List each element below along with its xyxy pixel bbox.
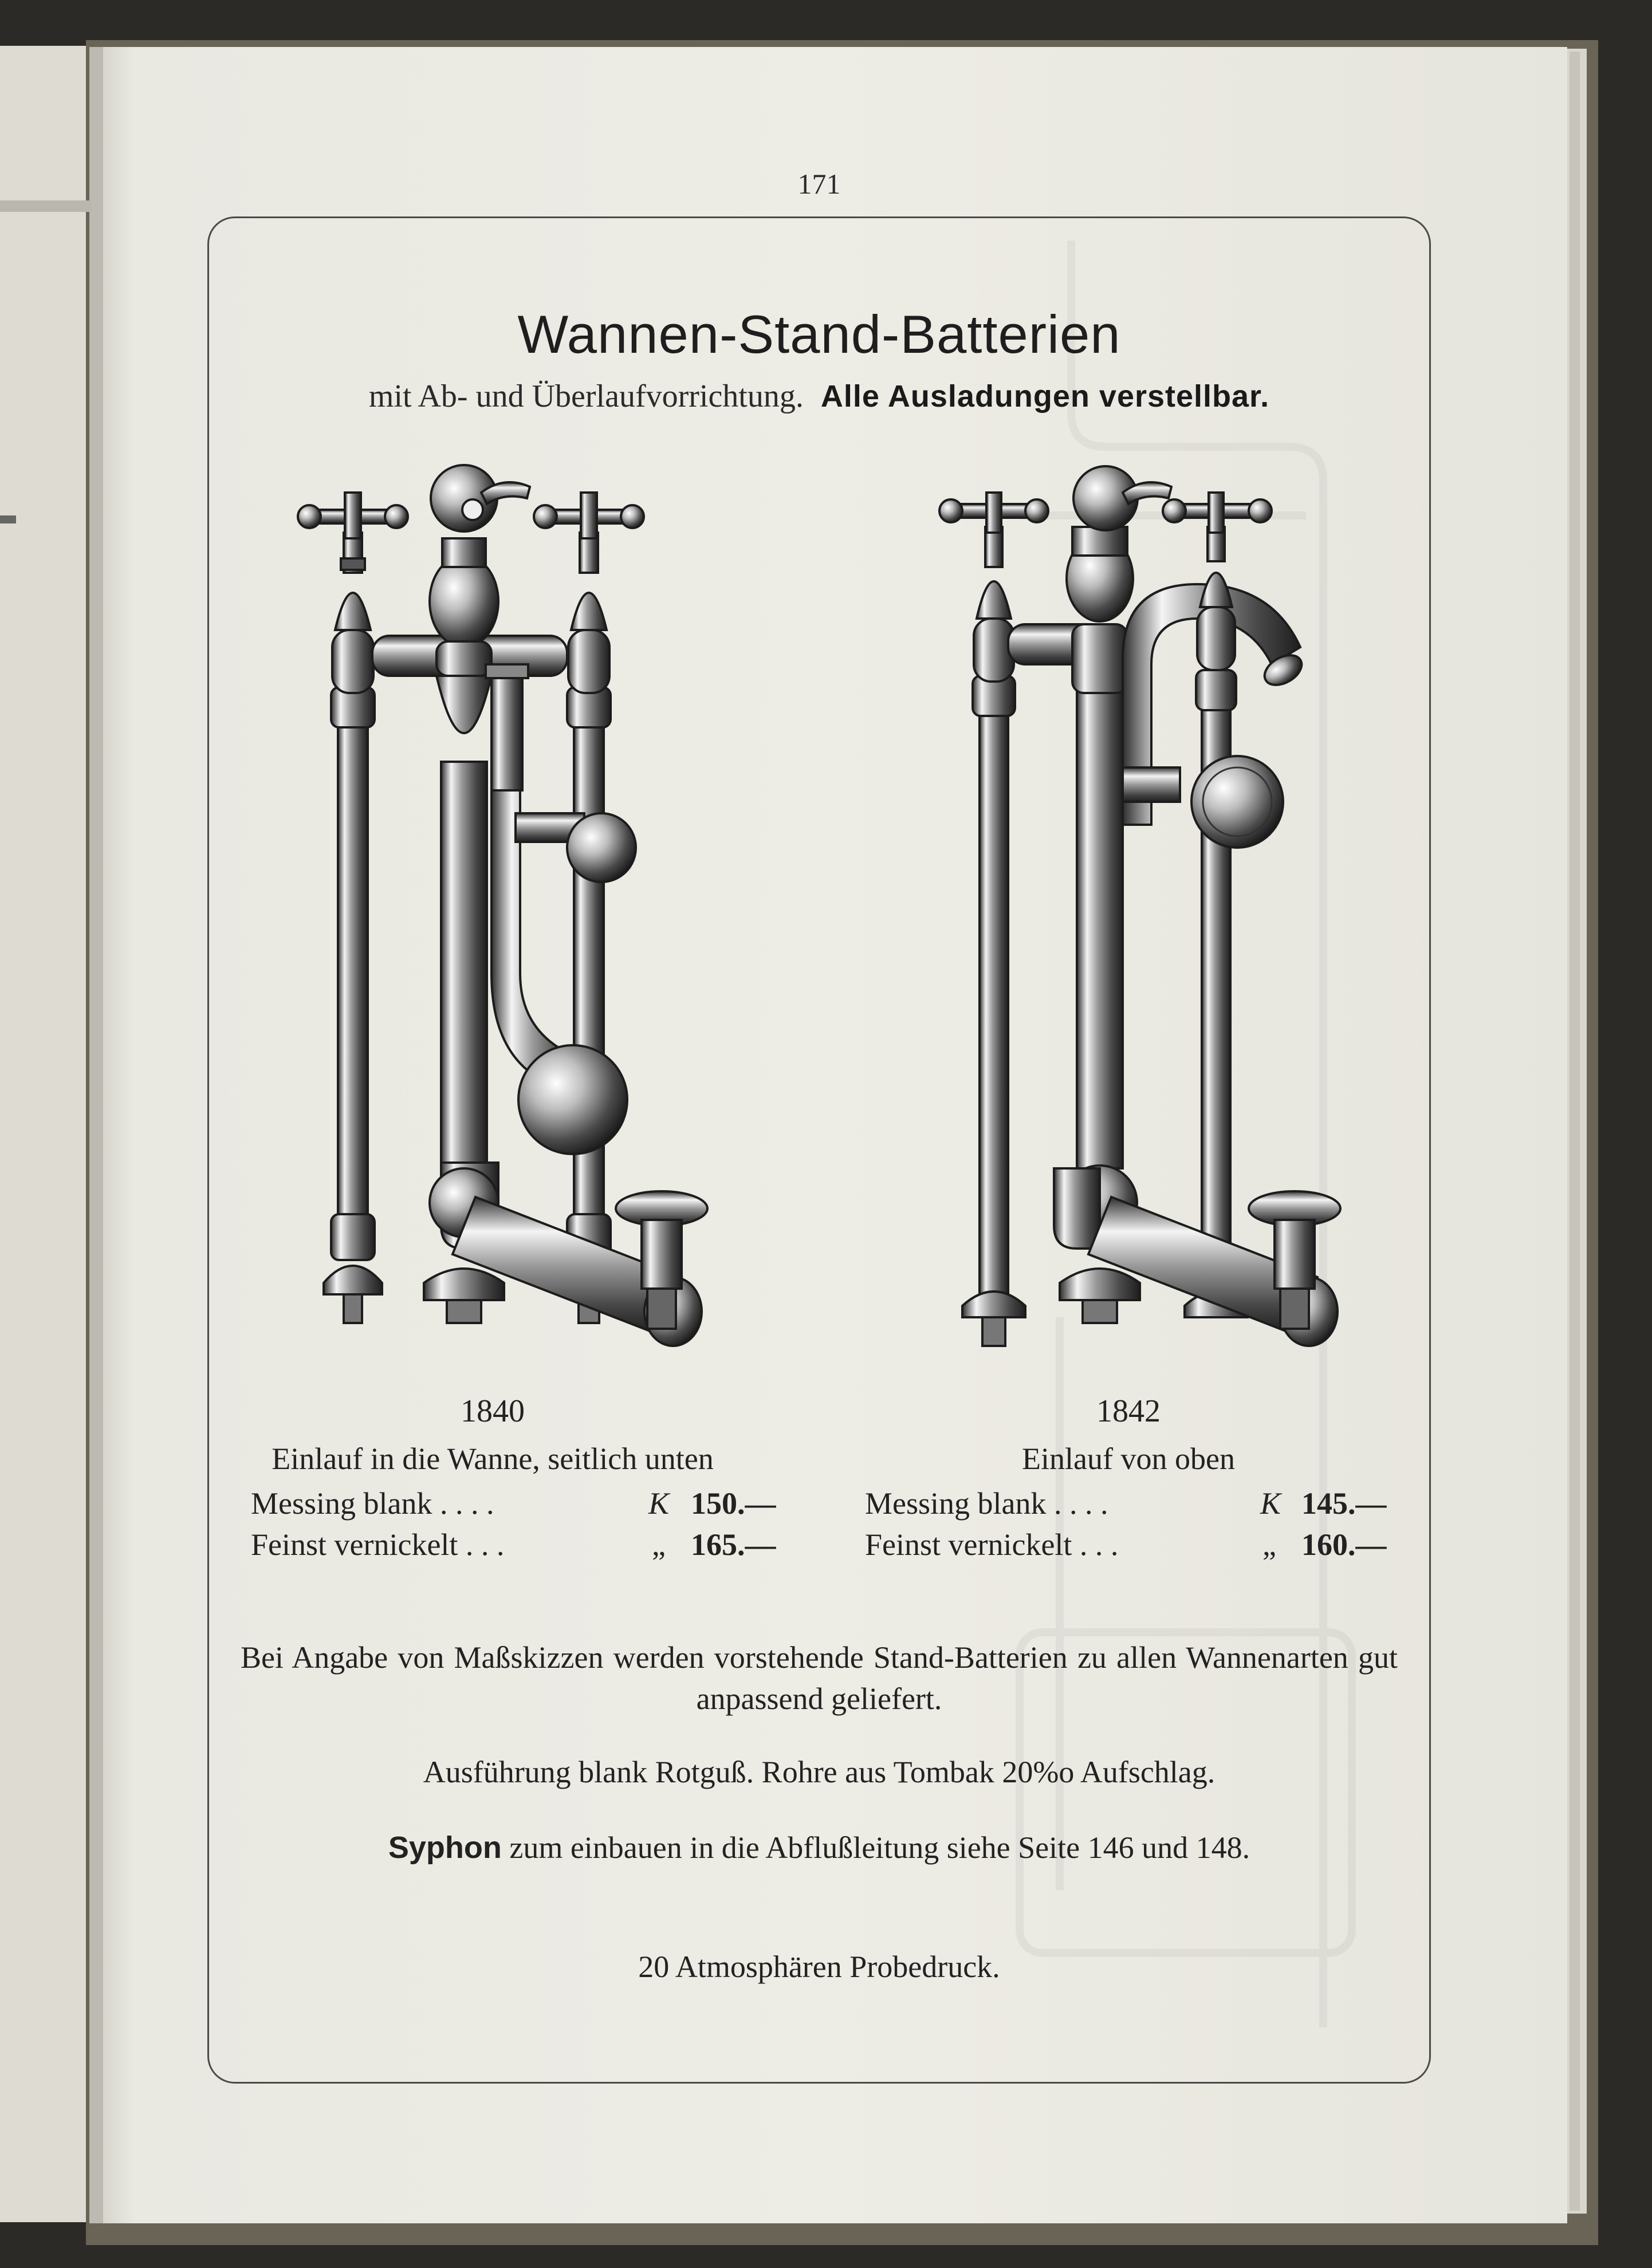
model-number-1842: 1842 xyxy=(1096,1393,1161,1429)
price-amount: 150.— xyxy=(691,1486,776,1521)
syphon-note xyxy=(241,1827,1398,1868)
price-currency: K xyxy=(648,1486,670,1521)
price-row-messing-1842 xyxy=(865,1486,1415,1526)
price-label: Feinst vernickelt . . . xyxy=(251,1527,505,1562)
fit-note: Bei Angabe von Maßskizzen werden vorstehende Stand-Batterien zu allen Wannenarten gut anpassend geliefert. xyxy=(241,1640,1398,1716)
price-amount: 165.— xyxy=(691,1527,776,1562)
model-number-1840: 1840 xyxy=(461,1393,525,1429)
price-row-vernickelt-1842 xyxy=(865,1527,1415,1567)
syphon-bold: Syphon xyxy=(388,1830,502,1865)
price-currency: „ xyxy=(1262,1527,1276,1562)
page-subtitle xyxy=(207,378,1431,415)
model-description-1840: Einlauf in die Wanne, seitlich unten xyxy=(272,1442,714,1476)
pressure-note: 20 Atmosphären Probedruck. xyxy=(638,1950,1000,1984)
price-label: Messing blank . . . . xyxy=(865,1486,1108,1521)
price-amount: 145.— xyxy=(1301,1486,1387,1521)
price-row-vernickelt-1840 xyxy=(251,1527,801,1567)
subtitle-normal: mit Ab- und Überlaufvorrichtung. xyxy=(368,379,804,414)
page-number: 171 xyxy=(797,168,841,200)
syphon-rest: zum einbauen in die Abflußleitung siehe Seite 146 und 148. xyxy=(509,1830,1250,1865)
price-currency: „ xyxy=(652,1527,666,1562)
price-label: Messing blank . . . . xyxy=(251,1486,494,1521)
subtitle-bold: Alle Ausladungen verstellbar. xyxy=(820,379,1270,414)
price-currency: K xyxy=(1260,1486,1281,1521)
page-frame-border xyxy=(207,216,1431,2084)
execution-note: Ausführung blank Rotguß. Rohre aus Tombak 20%o Aufschlag. xyxy=(423,1755,1216,1789)
price-row-messing-1840 xyxy=(251,1486,801,1526)
model-description-1842: Einlauf von oben xyxy=(1022,1442,1235,1476)
price-amount: 160.— xyxy=(1301,1527,1387,1562)
price-label: Feinst vernickelt . . . xyxy=(865,1527,1119,1562)
page-title: Wannen-Stand-Batterien xyxy=(517,304,1121,364)
